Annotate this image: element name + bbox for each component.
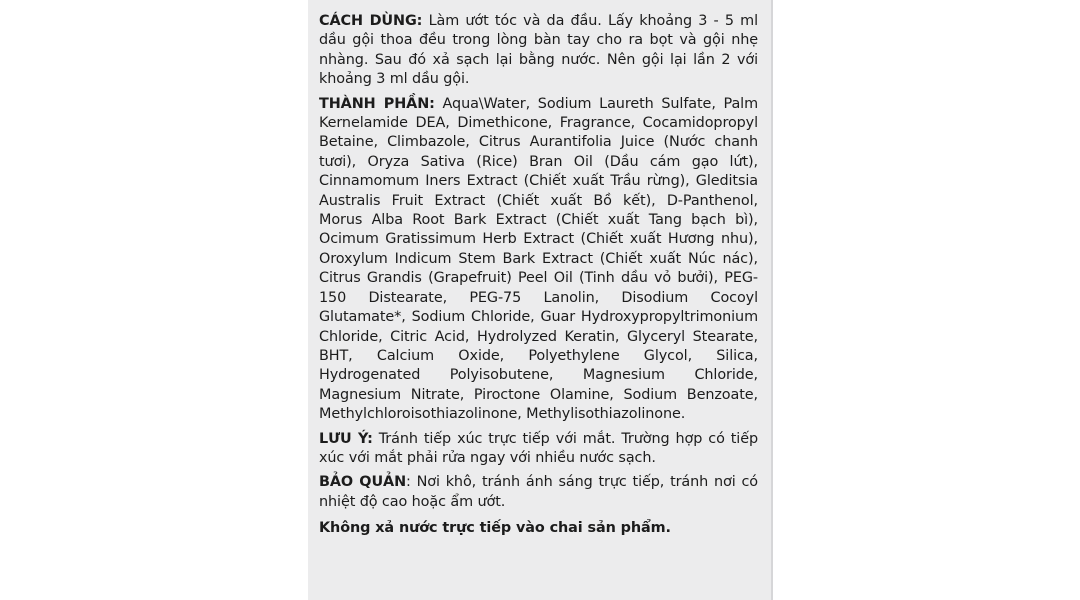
note-heading: LƯU Ý: bbox=[319, 430, 373, 447]
label-edge-shadow bbox=[771, 0, 773, 600]
usage-section bbox=[319, 12, 758, 90]
ingredients-text: Aqua\Water, Sodium Laureth Sulfate, Palm Kernelamide DEA, Dimethicone, Fragrance, Cocamidopropyl Betaine, Climbazole, Citrus Aurantifolia Juice (Nước chanh tươi), Oryza Sativa (Rice) Bran Oil (Dầu cám gạo lứt), Cinnamomum Iners Extract (Chiết xuất Trầu rừng), Gleditsia Australis Fruit Extract (Chiết xuất Bồ kết), D-Panthenol, Morus Alba Root Bark Extract (Chiết xuất Tang bạch bì), Ocimum Gratissimum Herb Extract (Chiết xuất Hương nhu), Oroxylum Indicum Stem Bark Extract (Chiết xuất Núc nác), Citrus Grandis (Grapefruit) Peel Oil (Tinh dầu vỏ bưởi), PEG-150 Distearate, PEG-75 Lanolin, Disodium Cocoyl Glutamate*, Sodium Chloride, Guar Hydroxypropyltrimonium Chloride, Citric Acid, Hydrolyzed Keratin, Glyceryl Stearate, BHT, Calcium Oxide, Polyethylene Glycol, Silica, Hydrogenated Polyisobutene, Magnesium Chloride, Magnesium Nitrate, Piroctone Olamine, Sodium Benzoate, Methylchloroisothiazolinone, Methylisothiazolinone. bbox=[319, 95, 758, 423]
note-text: Tránh tiếp xúc trực tiếp với mắt. Trường hợp có tiếp xúc với mắt phải rửa ngay với nhiều nước sạch. bbox=[319, 430, 758, 466]
ingredients-heading: THÀNH PHẦN: bbox=[319, 95, 435, 112]
storage-section bbox=[319, 473, 758, 512]
ingredients-section bbox=[319, 95, 758, 425]
product-label bbox=[308, 0, 772, 600]
storage-heading: BẢO QUẢN bbox=[319, 474, 407, 491]
usage-text: Làm ướt tóc và da đầu. Lấy khoảng 3 - 5 ml dầu gội thoa đều trong lòng bàn tay cho ra bọt và gội nhẹ nhàng. Sau đó xả sạch lại bằng nước. Nên gội lại lần 2 với khoảng 3 ml dầu gội. bbox=[319, 13, 759, 88]
usage-heading: CÁCH DÙNG: bbox=[319, 13, 423, 29]
note-section bbox=[319, 430, 758, 469]
storage-text: : Nơi khô, tránh ánh sáng trực tiếp, tránh nơi có nhiệt độ cao hoặc ẩm ướt. bbox=[319, 474, 758, 510]
warning-text: Không xả nước trực tiếp vào chai sản phẩm. bbox=[319, 520, 671, 537]
